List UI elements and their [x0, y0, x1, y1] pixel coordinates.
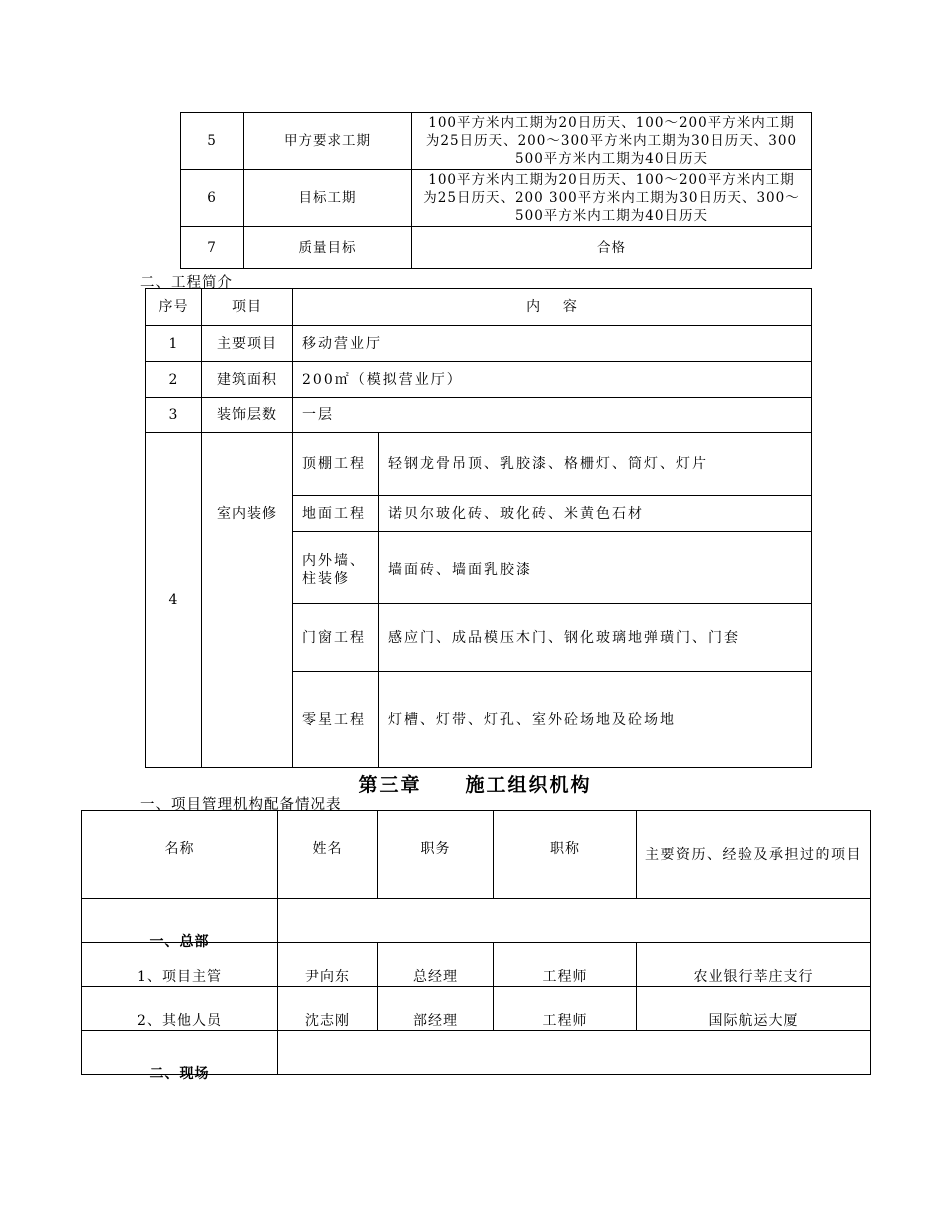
section-heading-project-overview: 二、工程简介	[140, 275, 233, 291]
table-row	[181, 170, 812, 227]
row-item: 主要项目	[202, 326, 293, 362]
chapter-number: 第三章	[358, 774, 422, 796]
table-row	[146, 433, 812, 496]
row-name: 1、项目主管	[82, 943, 278, 987]
row-title: 工程师	[494, 943, 637, 987]
group-label: 一、总部	[82, 907, 278, 951]
group-empty-cell	[278, 1031, 871, 1075]
header-item: 项目	[202, 289, 293, 326]
subrow-name: 零星工程	[293, 672, 379, 768]
row-item: 建筑面积	[202, 362, 293, 398]
row-item: 质量目标	[244, 227, 412, 269]
row-content: 100平方米内工期为20日历天、100～200平方米内工期为25日历天、200～300平方米内工期为30日历天、300 500平方米内工期为40日历天	[412, 113, 812, 170]
row-item: 甲方要求工期	[244, 113, 412, 170]
management-table	[81, 810, 871, 1082]
row-title: 工程师	[494, 987, 637, 1031]
row-number: 2	[146, 362, 202, 398]
table-row	[146, 362, 812, 398]
table-header-row	[146, 289, 812, 326]
table-row	[82, 987, 871, 1031]
row-content: 100平方米内工期为20日历天、100～200平方米内工期为25日历天、200 300平方米内工期为30日历天、300～500平方米内工期为40日历天	[412, 170, 812, 227]
subrow-content: 灯槽、灯带、灯孔、室外砼场地及砼场地	[379, 672, 812, 768]
subrow-content: 感应门、成品模压木门、钢化玻璃地弹璜门、门套	[379, 604, 812, 672]
row-person: 尹向东	[278, 943, 378, 987]
header-content: 内 容	[293, 289, 812, 326]
row-item: 室内装修	[202, 433, 293, 768]
row-item: 目标工期	[244, 170, 412, 227]
section-heading-management: 一、项目管理机构配备情况表	[140, 797, 342, 813]
group-label: 二、现场	[82, 1039, 278, 1083]
subrow-name: 内外墙、柱装修	[293, 532, 379, 604]
subrow-content: 墙面砖、墙面乳胶漆	[379, 532, 812, 604]
subrow-name: 顶棚工程	[293, 433, 379, 496]
row-number: 4	[146, 433, 202, 768]
row-number: 5	[181, 113, 244, 170]
header-person: 姓名	[278, 811, 378, 899]
row-number: 3	[146, 398, 202, 433]
row-content: 200㎡（模拟营业厅）	[293, 362, 812, 398]
group-empty-cell	[278, 899, 871, 943]
row-person: 沈志刚	[278, 987, 378, 1031]
table-row	[82, 943, 871, 987]
project-overview-table	[145, 288, 812, 768]
header-number: 序号	[146, 289, 202, 326]
row-content: 一层	[293, 398, 812, 433]
header-title: 职称	[494, 811, 637, 899]
subrow-content: 诺贝尔玻化砖、玻化砖、米黄色石材	[379, 496, 812, 532]
row-position: 部经理	[378, 987, 494, 1031]
row-name: 2、其他人员	[82, 987, 278, 1031]
header-experience: 主要资历、经验及承担过的项目	[637, 811, 871, 899]
subrow-content: 轻钢龙骨吊顶、乳胶漆、格栅灯、筒灯、灯片	[379, 433, 812, 496]
table-row	[181, 113, 812, 170]
row-experience: 农业银行莘庄支行	[637, 943, 871, 987]
row-number: 1	[146, 326, 202, 362]
table-row	[181, 227, 812, 269]
header-position: 职务	[378, 811, 494, 899]
chapter-name: 施工组织机构	[465, 774, 592, 796]
subrow-name: 门窗工程	[293, 604, 379, 672]
subrow-name: 地面工程	[293, 496, 379, 532]
table-header-row	[82, 811, 871, 899]
table-row	[146, 326, 812, 362]
row-content: 合格	[412, 227, 812, 269]
row-item: 装饰层数	[202, 398, 293, 433]
row-content: 移动营业厅	[293, 326, 812, 362]
row-number: 6	[181, 170, 244, 227]
table-row	[146, 398, 812, 433]
row-experience: 国际航运大厦	[637, 987, 871, 1031]
table-row	[82, 899, 871, 943]
row-position: 总经理	[378, 943, 494, 987]
row-number: 7	[181, 227, 244, 269]
table-row	[82, 1031, 871, 1075]
schedule-table	[180, 112, 812, 269]
header-name: 名称	[82, 811, 278, 899]
